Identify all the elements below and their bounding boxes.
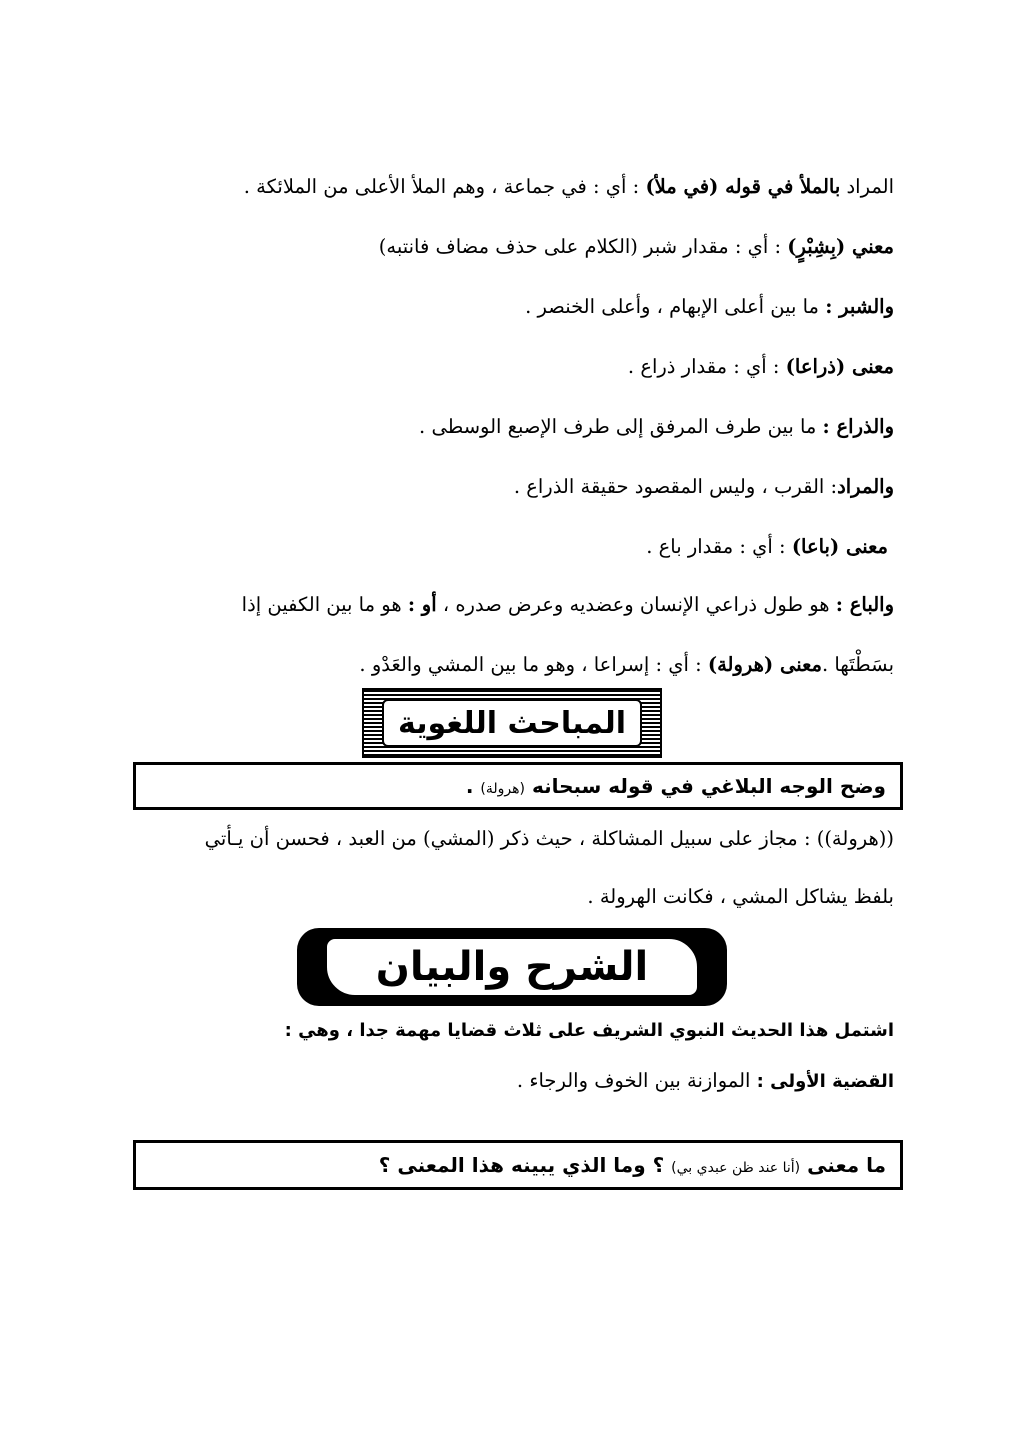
gloss-line-5 [124, 412, 894, 442]
gloss-text: هو ما بين الكفين إذا [241, 593, 408, 616]
explanation-heading [297, 928, 727, 1006]
gloss-line-3 [124, 292, 894, 322]
gloss-text: : أي : مقدار باع . [646, 535, 792, 558]
issue-label: القضية الأولى : [756, 1071, 894, 1092]
gloss-text: : أي : مقدار شبر (الكلام على حذف مضاف فانتبه) [378, 235, 788, 258]
gloss-text: ما بين طرف المرفق إلى طرف الإصبع الوسطى . [419, 415, 823, 438]
issue-text: الموازنة بين الخوف والرجاء . [516, 1069, 757, 1092]
gloss-term: والباع : [835, 593, 894, 616]
linguistic-heading-title: المباحث اللغوية [382, 699, 642, 747]
question-quote: (أنا عند ظن عبدي بي) [671, 1160, 801, 1176]
answer-line-2: بلفظ يشاكل المشي ، فكانت الهرولة . [587, 885, 894, 908]
gloss-line-4 [124, 352, 894, 382]
gloss-term: أو : [407, 593, 437, 616]
gloss-text: : القرب ، وليس المقصود حقيقة الذراع . [513, 475, 838, 498]
gloss-term: معني (بِشِبْرٍ) [787, 235, 894, 258]
gloss-text: بسَطْتَها . [821, 653, 894, 676]
gloss-text: : أي : في جماعة ، وهم الملأ الأعلى من الملائكة . [243, 175, 646, 198]
question-text: ؟ وما الذي يبينه هذا المعنى ؟ [378, 1153, 672, 1177]
question-box-2 [133, 1140, 903, 1190]
question-text: وضح الوجه البلاغي في قوله سبحانه [524, 774, 886, 798]
answer-line-1: ((هرولة)) : مجاز على سبيل المشاكلة ، حيث ذكر (المشي) من العبد ، فحسن أن يـأتي [204, 827, 894, 850]
gloss-line-6 [124, 472, 894, 502]
gloss-term: والمراد [837, 475, 894, 498]
gloss-term: والشبر : [825, 295, 894, 318]
gloss-text: : أي : إسراعا ، وهو ما بين المشي والعَدْو . [359, 653, 708, 676]
explanation-heading-title: الشرح والبيان [325, 937, 699, 997]
gloss-line-7 [118, 532, 888, 562]
gloss-text: ما بين أعلى الإبهام ، وأعلى الخنصر . [525, 295, 826, 318]
gloss-term: معنى (هرولة) [707, 653, 822, 676]
gloss-term: معنى (ذراعا) [785, 355, 894, 378]
gloss-text: هو طول ذراعي الإنسان وعضديه وعرض صدره ، [436, 593, 836, 616]
intro-line: اشتمل هذا الحديث النبوي الشريف على ثلاث قضايا مهمة جدا ، وهي : [284, 1020, 894, 1041]
gloss-term: والذراع : [822, 415, 894, 438]
gloss-line-2 [124, 232, 894, 262]
gloss-text: : أي : مقدار ذراع . [627, 355, 786, 378]
question-box-1 [133, 762, 903, 810]
gloss-text: المراد [840, 175, 894, 198]
gloss-line-8 [124, 590, 894, 620]
linguistic-heading [362, 688, 662, 758]
question-quote: (هرولة) [480, 781, 525, 797]
gloss-term: معنى (باعا) [791, 535, 888, 558]
gloss-term: بالملأ في قوله (في ملأ) [645, 175, 841, 198]
gloss-line-9 [124, 650, 894, 680]
issue-line-1 [124, 1066, 894, 1097]
gloss-line-1 [124, 172, 894, 202]
question-text: ما معنى [800, 1153, 886, 1177]
question-end: . [465, 774, 481, 798]
